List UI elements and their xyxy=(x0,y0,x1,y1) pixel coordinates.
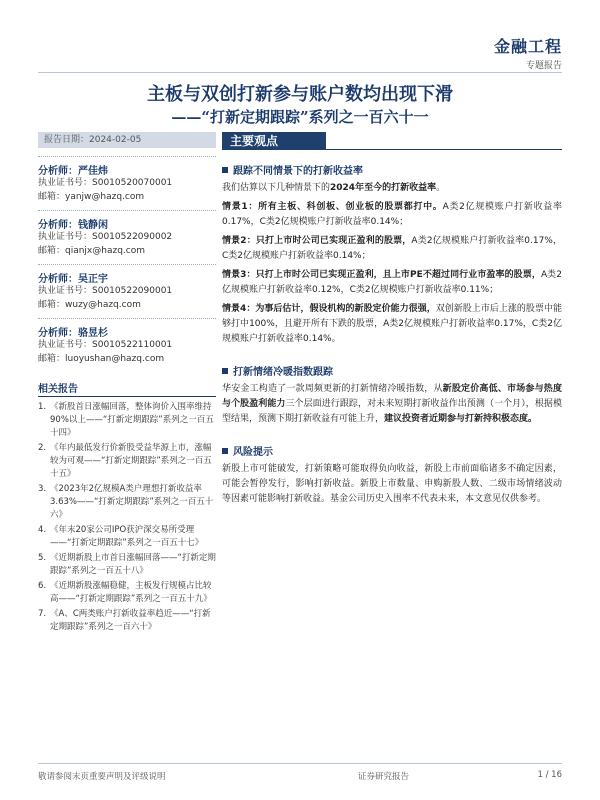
footer-divider xyxy=(38,763,562,764)
list-item[interactable] xyxy=(38,442,216,481)
paragraph-bold-text: 建议投资者近期参与打新持积极态度。 xyxy=(384,414,538,424)
related-report-link[interactable]: 《2023年2亿规模A类户理想打新收益率3.63%——“打新定期跟踪”系列之一百五十六》 xyxy=(50,484,214,520)
analyst-name: 分析师：骆昱杉 xyxy=(38,318,216,338)
analyst-cert: 执业证书号：S0010522090002 xyxy=(38,232,173,242)
section-heading-text: 跟踪不同情景下的打新收益率 xyxy=(233,166,363,177)
page-title: 主板与双创打新参与账户数均出现下滑 xyxy=(147,84,453,105)
list-number: 3. xyxy=(38,484,47,494)
scenario-text: A类2亿规模账户打新收益率0.17%，C类2亿规模账户打新收益率0.14%； xyxy=(222,202,562,227)
list-item[interactable] xyxy=(38,552,216,578)
analyst-block xyxy=(38,318,216,366)
brand-label: 金融工程 xyxy=(493,37,562,56)
analyst-email[interactable]: 邮箱：qianjx@hazq.com xyxy=(38,246,145,256)
page-subtitle: ——“打新定期跟踪”系列之一百六十一 xyxy=(171,108,429,126)
related-report-link[interactable]: 《年内最低发行价新股受益华源上市，涨幅较为可观——“打新定期跟踪”系列之一百五十五》 xyxy=(50,443,212,479)
list-item[interactable] xyxy=(38,580,216,606)
analyst-block xyxy=(38,210,216,258)
list-item[interactable] xyxy=(38,401,216,440)
intro-text: 我们估算以下几种情景下的 xyxy=(222,183,331,193)
main-content xyxy=(222,132,562,507)
related-report-link[interactable]: 《新股首日涨幅回落，整体询价入围率维持90%以上——“打新定期跟踪”系列之一百五十四》 xyxy=(50,402,214,438)
related-reports-title: 相关报告 xyxy=(38,380,216,397)
square-bullet-icon xyxy=(222,448,228,454)
analyst-cert: 执业证书号：S0010520070001 xyxy=(38,178,173,188)
scenario-label: 情景3：只打上市时公司已实现正盈利，且上市PE不超过同行业市盈率的股票， xyxy=(222,270,541,280)
related-report-link[interactable]: 《年末20家公司IPO获沪深交易所受理——“打新定期跟踪”系列之一百五十七》 xyxy=(50,525,204,548)
sidebar xyxy=(38,132,216,636)
key-points-banner: 主要观点 xyxy=(222,132,326,150)
list-item[interactable] xyxy=(38,608,216,634)
intro-bold-text: 2024年至今的打新收益率 xyxy=(330,183,437,193)
intro-paragraph xyxy=(222,181,562,196)
paragraph-text: 华安金工构造了一款周频更新的打新情绪冷暖指数，从 xyxy=(222,384,443,394)
risk-paragraph: 新股上市可能破发，打新策略可能取得负向收益，新股上市前面临诸多不确定因素，可能会暂停发行，影响打新收益。新股上市数量、申购新股人数、二级市场情绪波动等因素可能影响打新收益。基金公司历史入围率不代表未来，本文意见仅供参考。 xyxy=(222,464,562,504)
scenario-paragraph xyxy=(222,234,562,264)
paragraph-text: 三个层面进行跟踪，对未来短期打新收益作出预测（一个月），根据模型结果，预测下期打新收益有可能上升， xyxy=(222,399,562,424)
analyst-block xyxy=(38,264,216,312)
header-divider xyxy=(38,72,562,73)
list-number: 1. xyxy=(38,402,47,412)
related-report-link[interactable]: 《近期新股上市首日涨幅回落——“打新定期跟踪”系列之一百五十八》 xyxy=(50,553,216,576)
analyst-block xyxy=(38,156,216,204)
scenario-text: 双创新股上市后上涨的股票中能够打中100%，且避开所有下跌的股票，A类2亿规模账户打新收益率0.17%，C类2亿规模账户打新收益率0.14%。 xyxy=(222,304,562,344)
analyst-email[interactable]: 邮箱：luoyushan@hazq.com xyxy=(38,354,165,364)
analyst-email[interactable]: 邮箱：yanjw@hazq.com xyxy=(38,192,145,202)
sentiment-paragraph xyxy=(222,382,562,427)
scenario-text: A类2亿规模账户打新收益率0.17%，C类2亿规模账户打新收益率0.14%； xyxy=(222,236,562,261)
analyst-name: 分析师：钱静闲 xyxy=(38,210,216,230)
section-heading xyxy=(222,162,562,177)
section-heading-text: 风险提示 xyxy=(233,447,273,458)
list-number: 2. xyxy=(38,443,47,453)
list-item[interactable] xyxy=(38,524,216,550)
scenario-paragraph xyxy=(222,302,562,347)
analyst-cert: 执业证书号：S0010522090001 xyxy=(38,286,173,296)
section-heading xyxy=(222,443,562,458)
footer-disclaimer: 敬请参阅末页重要声明及评级说明 xyxy=(38,772,166,782)
list-number: 4. xyxy=(38,525,47,535)
analyst-email[interactable]: 邮箱：wuzy@hazq.com xyxy=(38,300,141,310)
report-date: 报告日期：2024-02-05 xyxy=(38,132,216,148)
scenario-text: A类2亿规模账户打新收益率0.12%，C类2亿规模账户打新收益率0.11%； xyxy=(222,270,562,295)
report-category: 专题报告 xyxy=(525,61,562,71)
related-report-link[interactable]: 《A、C两类账户打新收益率趋近——“打新定期跟踪”系列之一百六十》 xyxy=(50,609,211,632)
section-heading xyxy=(222,363,562,378)
analyst-name: 分析师：严佳炜 xyxy=(38,156,216,176)
scenario-paragraph xyxy=(222,268,562,298)
square-bullet-icon xyxy=(222,167,228,173)
footer-report-type: 证券研究报告 xyxy=(358,772,410,782)
related-reports-list xyxy=(38,401,216,634)
list-number: 7. xyxy=(38,609,47,619)
page-number: 1 / 16 xyxy=(537,770,562,780)
scenario-paragraph xyxy=(222,200,562,230)
list-number: 5. xyxy=(38,553,47,563)
list-item[interactable] xyxy=(38,483,216,522)
list-number: 6. xyxy=(38,581,47,591)
analyst-cert: 执业证书号：S0010522110001 xyxy=(38,340,173,350)
paragraph-bold-text: 新股定价高低、市场参与热度与个股盈利能力 xyxy=(222,384,562,409)
square-bullet-icon xyxy=(222,368,228,374)
scenario-label: 情景4：为事后估计，假设机构的新股定价能力很强， xyxy=(222,304,436,314)
scenario-label: 情景1：所有主板、科创板、创业板的股票都打中。 xyxy=(222,202,443,212)
scenario-label: 情景2：只打上市时公司已实现正盈利的股票， xyxy=(222,236,412,246)
section-heading-text: 打新情绪冷暖指数跟踪 xyxy=(233,367,333,378)
intro-end: 。 xyxy=(436,183,446,193)
analyst-name: 分析师：吴正宇 xyxy=(38,264,216,284)
related-report-link[interactable]: 《近期新股涨幅稳健，主板发行规模占比较高——“打新定期跟踪”系列之一百五十九》 xyxy=(50,581,212,604)
